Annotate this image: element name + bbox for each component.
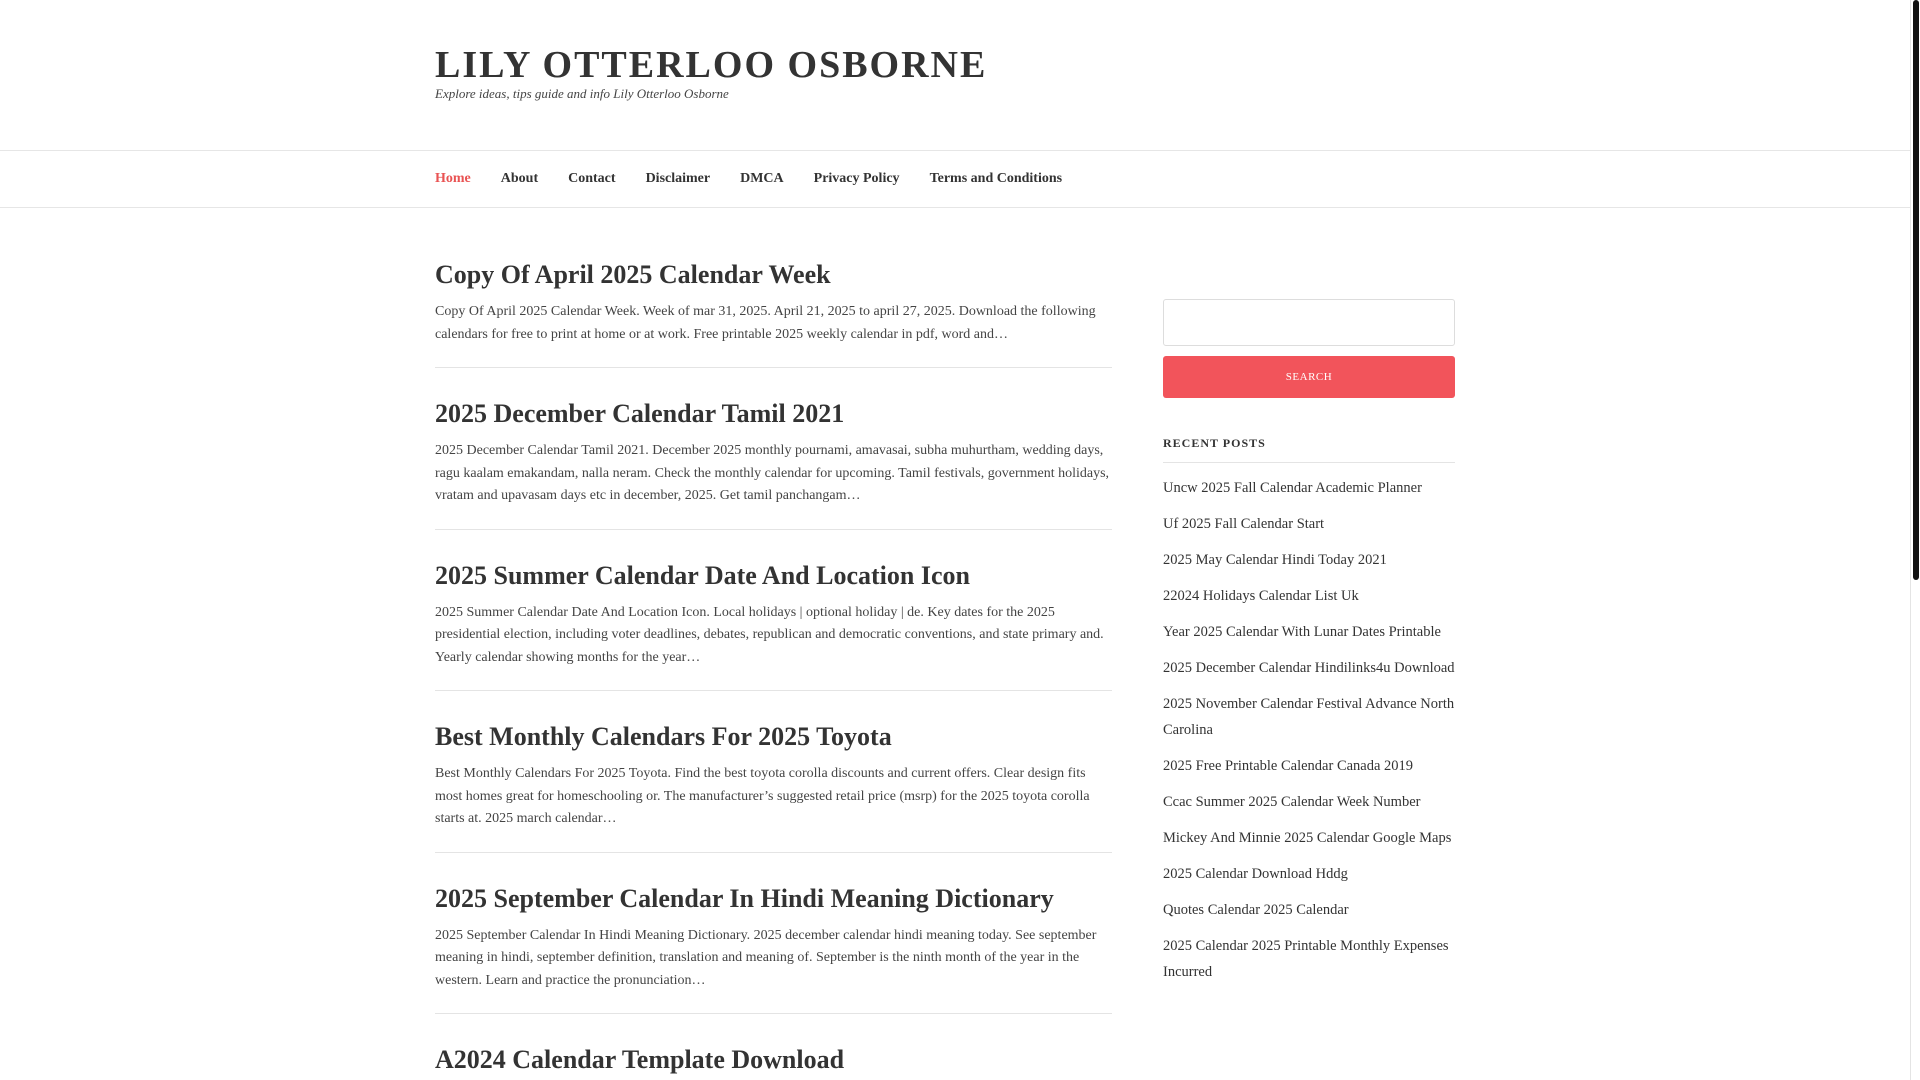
recent-post-link[interactable]: 2025 Calendar 2025 Printable Monthly Expenses Incurred [1163, 938, 1449, 980]
recent-post-link[interactable]: Ccac Summer 2025 Calendar Week Number [1163, 794, 1421, 810]
recent-post-link[interactable]: 2025 May Calendar Hindi Today 2021 [1163, 552, 1387, 568]
post-item [435, 397, 1112, 530]
recent-post-link[interactable]: 2025 December Calendar Hindilinks4u Download [1163, 660, 1455, 676]
nav-item-dmca[interactable]: DMCA [740, 171, 784, 186]
nav-item-terms[interactable]: Terms and Conditions [929, 171, 1063, 186]
nav-item-about[interactable]: About [500, 171, 539, 186]
recent-post-link[interactable]: 22024 Holidays Calendar List Uk [1163, 588, 1359, 604]
post-item [435, 258, 1112, 368]
recent-posts-list [1163, 475, 1455, 985]
post-title[interactable]: Copy Of April 2025 Calendar Week [435, 260, 831, 289]
site-title[interactable]: LILY OTTERLOO OSBORNE [435, 44, 988, 86]
post-item [435, 1043, 1112, 1080]
sidebar [1163, 299, 1455, 995]
nav-item-home[interactable]: Home [435, 171, 471, 186]
post-item [435, 559, 1112, 692]
recent-post-link[interactable]: 2025 Free Printable Calendar Canada 2019 [1163, 758, 1414, 774]
search-input[interactable] [1163, 299, 1455, 346]
recent-post-link[interactable]: 2025 November Calendar Festival Advance North Carolina [1163, 696, 1455, 738]
nav-item-privacy-policy[interactable]: Privacy Policy [813, 171, 900, 186]
recent-post-link[interactable]: Year 2025 Calendar With Lunar Dates Printable [1163, 624, 1441, 640]
post-title[interactable]: A2024 Calendar Template Download [435, 1045, 845, 1074]
nav-item-disclaimer[interactable]: Disclaimer [645, 171, 711, 186]
post-title[interactable]: 2025 December Calendar Tamil 2021 [435, 399, 845, 428]
main-nav [0, 150, 1910, 208]
post-item [435, 720, 1112, 853]
post-title[interactable]: 2025 Summer Calendar Date And Location Icon [435, 560, 970, 590]
post-item [435, 882, 1112, 1015]
post-excerpt: 2025 September Calendar In Hindi Meaning Dictionary. 2025 december calendar hindi meaning today. See september meaning in hindi, september definition, translation and meaning of. September is the ninth month of the year in the western. Learn and practice the pronunciation… [435, 927, 1097, 988]
recent-post-link[interactable]: 2025 Calendar Download Hddg [1163, 866, 1348, 882]
recent-post-link[interactable]: Mickey And Minnie 2025 Calendar Google Maps [1163, 830, 1452, 846]
recent-post-link[interactable]: Uncw 2025 Fall Calendar Academic Planner [1163, 480, 1422, 496]
recent-post-link[interactable]: Uf 2025 Fall Calendar Start [1163, 516, 1325, 532]
nav-item-contact[interactable]: Contact [568, 171, 616, 186]
post-title[interactable]: 2025 September Calendar In Hindi Meaning Dictionary [435, 883, 1054, 913]
site-header [0, 0, 1910, 150]
post-title[interactable]: Best Monthly Calendars For 2025 Toyota [435, 722, 892, 751]
post-excerpt: 2025 Summer Calendar Date And Location Icon. Local holidays | optional holiday | de. Key dates for the 2025 presidential election, including voter deadlines, debates, republican and democratic conventions, and state primary and. Yearly calendar showing months for the year… [435, 604, 1104, 665]
post-excerpt: Copy Of April 2025 Calendar Week. Week of mar 31, 2025. April 21, 2025 to april 27, 2025. Download the following calendars for free to print at home or at work. Free printable 2025 weekly calendar in pdf, word and… [435, 304, 1096, 342]
recent-post-link[interactable]: Quotes Calendar 2025 Calendar [1163, 902, 1349, 918]
recent-posts-title: RECENT POSTS [1163, 436, 1455, 463]
post-excerpt: Best Monthly Calendars For 2025 Toyota. Find the best toyota corolla discounts and current offers. Clear design fits most homes great for homeschooling or. The manufacturer’s suggested retail price (msrp) for the 2025 toyota corolla starts at. 2025 march calendar… [435, 766, 1090, 826]
search-button[interactable]: SEARCH [1163, 356, 1455, 398]
post-list [435, 258, 1112, 1080]
post-excerpt: 2025 December Calendar Tamil 2021. December 2025 monthly pournami, amavasai, subha muhurtham, wedding days, ragu kaalam emakandam, nalla neram. Check the monthly calendar for upcoming. Tamil festivals, government holidays, vratam and upavasam days etc in december, 2025. Get tamil panchangam… [435, 443, 1110, 503]
scrollbar-thumb[interactable] [1913, 0, 1919, 580]
nav-list [435, 151, 1092, 207]
scrollbar[interactable] [1910, 0, 1920, 1080]
site-tagline: Explore ideas, tips guide and info Lily Otterloo Osborne [435, 86, 729, 101]
